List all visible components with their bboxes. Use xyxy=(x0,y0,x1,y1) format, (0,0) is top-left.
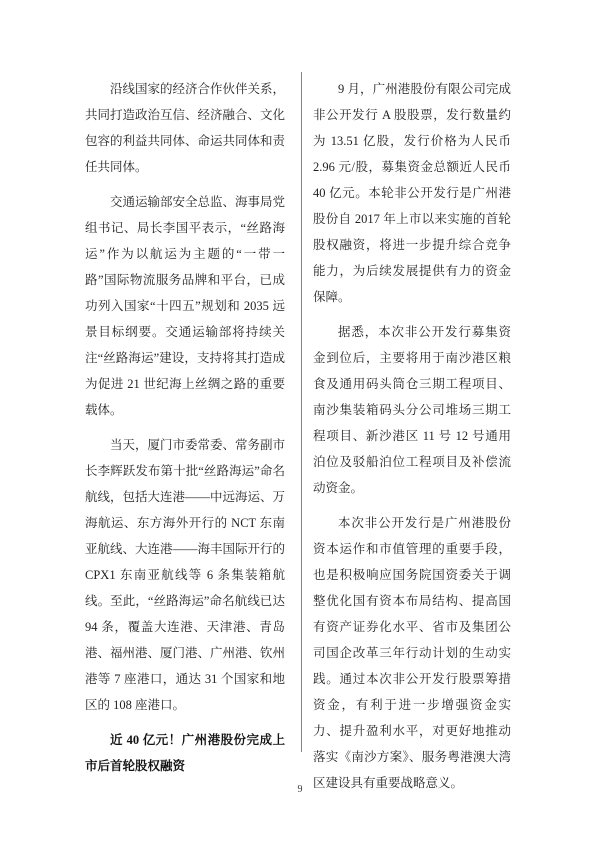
article-heading: 近 40 亿元！广州港股份完成上市后首轮股权融资 xyxy=(85,733,285,773)
paragraph: 本次非公开发行是广州港股份资本运作和市值管理的重要手段，也是积极响应国务院国资委关于调整优化国有资本布局结构、提高国有资产证券化水平、省市及集团公司国企改革三年行动计划的生动实践。通过本次非公开发行股票筹措资金，有利于进一步增强资金实力、提升盈利水平，对更好地推动落实《南沙方案》、服务粤港澳大湾区建设具有重要战略意义。 xyxy=(313,516,511,790)
left-column xyxy=(85,76,285,788)
column-divider xyxy=(301,72,302,752)
paragraph: 据悉，本次非公开发行募集资金到位后，主要将用于南沙港区粮食及通用码头筒仓三期工程项目、南沙集装箱码头分公司堆场三期工程项目、新沙港区 11 号 12 号通用泊位及驳船泊位工程项目及补偿流动资金。 xyxy=(313,325,511,495)
paragraph: 当天，厦门市委常委、常务副市长李辉跃发布第十批“丝路海运”命名航线，包括大连港——中远海运、万海航运、东方海外开行的 NCT 东南亚航线、大连港——海丰国际开行的 CPX1 东南亚航线等 6 条集装箱航线。至此，“丝路海运”命名航线已达 94 条，覆盖大连港、天津港、青岛港、福州港、厦门港、广州港、钦州港等 7 座港口，通达 31 个国家和地区的 108 座港口。 xyxy=(85,438,286,712)
paragraph: 9 月，广州港股份有限公司完成非公开发行 A 股股票，发行数量约为 13.51 亿股，发行价格为人民币 2.96 元/股，募集资金总额近人民币 40 亿元。本轮非公开发行是广州港股份自 2017 年上市以来实施的首轮股权融资，将进一步提升综合竞争能力，为后续发展提供有力的资金保障。 xyxy=(313,82,511,304)
page-number: 9 xyxy=(297,784,303,795)
paragraph: 交通运输部安全总监、海事局党组书记、局长李国平表示，“丝路海运”作为以航运为主题的“一带一路”国际物流服务品牌和平台，已成功列入国家“十四五”规划和 2035 远景目标纲要。交通运输部将持续关注“丝路海运”建设，支持将其打造成为促进 21 世纪海上丝绸之路的重要载体。 xyxy=(85,195,286,417)
right-column xyxy=(313,76,511,805)
paragraph: 沿线国家的经济合作伙伴关系，共同打造政治互信、经济融合、文化包容的利益共同体、命运共同体和责任共同体。 xyxy=(85,82,286,174)
